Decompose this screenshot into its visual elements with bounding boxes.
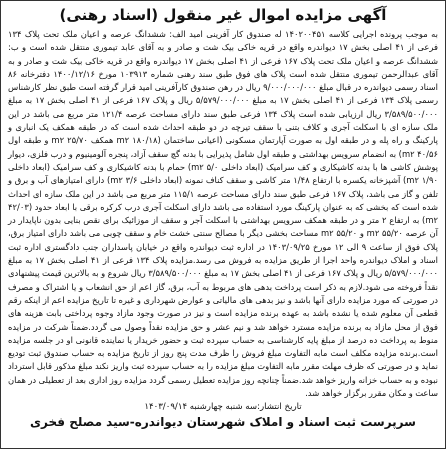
signature-line: سرپرست ثبت اسناد و املاک شهرستان دیواندره-سید مصلح فخری (30, 415, 416, 430)
publication-date: تاریخ انتشار:سه شنبه چهارشنبه ۱۴۰۳/۰۹/۱۴ (144, 402, 302, 413)
notice-body: به موجب پرونده اجرایی کلاسه ۱۴۰۲۰۰۴۵۱ له صندوق کار آفرینی امید الف: ششدانگ عرصه و اعیان ملک تحت پلاک ۱۳۴ فرعی از ۴۱ اصلی بخش ۱۷ دیواندره واقع در قریه خاکی بیک شت و صادر و به آقای عابد تیموری منتقل شده است و ب: ششدانگ عرصه و اعیان ملک تحت پلاک ۱۶۷ فرعی از ۴۱ اصلی بخش ۱۷ دیواندره واقع در قریه خاکی بیک شت و صادر و به آقای عبدالرحمن تیموری منتقل شده است پلاک های فوق طبق سند رهنی شماره ۱۰۳۹۱۳ مورخ ۱۴۰۰/۱۲/۱۶ دفترخانه ۸۶ اسناد رسمی دیواندره در قبال مبلغ ۹/۰۰۰/۰۰۰/۰۰۰ ریال در رهن صندوق کارآفرینی امید قرار گرفته است طبق نظر کارشناس رسمی پلاک ۱۳۴ فرعی از ۴۱ اصلی بخش ۱۷ به مبلغ ۵/۵۷۹/۰۰۰/۰۰۰ ریال و پلاک ۱۶۷ فرعی از ۴۱ اصلی بخش ۱۷ به مبلغ ۳/۵۸۹/۵۰۰/۰۰۰ ریال ارزیابی شده است پلاک ۱۳۴ فرعی طبق سند دارای مساحت عرصه ۱۲۱/۴ متر مربع می باشد در این ملک سازه ای با اسکلت آجری و کلاف بتنی با سقف تیرچه در دو طبقه احداث شده است که در طبقه همکف یک انباری و پارکینگ و راه پله و در طبقه اول به صورت آپارتمان مسکونی (اعیانی ساختمان (۱۸۰/۱۸ m۲ همکف ۲۵/۷۰ m۲ و طبقه اول ۴۰/۵۶ m۲) به انضمام سرویس بهداشتی و طبقه اول شامل پذیرایی با بدنه گچ سقف آزاد، پنجره آلومینیوم و درب فلزی، دیوار پوشش کاشی ها با بدنه کاشیکاری و کف سرامیک (ابعاد داخلی ۵/۰ m۲) حمام با بدنه کاشیکاری و کف سرامیک (ابعاد داخلی ۱/۹۰ m۲) آشپزخانه یکسره با ارتفاع ۱/۴۸ متر کاشی و سقف کناف نمونه (ابعاد داخلی ۳/۶ m۲) دارای امتیازهای آب و برق و تلفن و گاز می باشد، پلاک ۱۶۷ فرعی طبق سند دارای مساحت عرصه ۱۱۵/۱ متر مربع می باشد در این ملک سازه ای احداث شده است که بخشی که به عنوان پارکینگ مورد استفاده می باشد دارای اسکلت آجری درب کرکره برقی با ابعاد حدود (۴۲/۰۳ m۲) به ارتفاع ۲ متر و در طبقه همکف سرویس بهداشتی با اسکلت آجر و سقف از موزائیک برای نقص بنایی بدون ناپایدار در آن عرصه ۵۵/۲۰ m۲ و ۵۵/۲۰ m۲ مساحت بخشی دیگر با مصالح سنتی خشت خام و سقف چوبی می باشد دارای امتیاز برق، پلاک فوق از ساعت ۹ الی ۱۲ مورخ ۱۴۰۳/۰۹/۲۵ در اداره ثبت دیواندره واقع در خیابان پاسداران جنب دادگستری اداره ثبت اسناد و املاک دیواندره واحد اجرا از طریق مزایده به فروش می رسد.مزایده پلاک ۱۳۴ فرعی از ۴۱ اصلی بخش ۱۷ به مبلغ ۵/۵۷۹/۰۰۰/۰۰۰ ریال و پلاک ۱۶۷ فرعی از ۴۱ اصلی بخش ۱۷ به مبلغ ۳/۵۸۹/۵۰۰/۰۰۰ ریال شروع و به بالاترین قیمت پیشنهادی نقداً فروخته می شود.لازم به ذکر است پرداخت بدهی های مربوط به آب، برق، گاز اعم از حق انشعاب و یا اشتراک و مصرف در صورتی که مورد مزایده دارای آنها باشد و نیز بدهی های مالیاتی و عوارض شهرداری و غیره تا تاریخ مزایده اعم از اینکه رقم قطعی آن معلوم شده یا نشده باشد به عهده برنده مزایده است و نیز در صورت وجود مازاد وجوه پرداختی بابت هزینه های فوق از محل مازاد به برنده مزایده مسترد خواهد شد و نیم عشر و حق مزایده نقداً وصول می گردد.ضمناً شرکت در مزایده منوط به پرداخت ده درصد از مبلغ پایه کارشناسی به حساب سپرده ثبت و حضور خریدار یا نماینده قانونی او در جلسه مزایده است.برنده مزایده مکلف است مابه التفاوت مبلغ فروش را ظرف مدت پنج روز از تاریخ مزایده به حساب صندوق ثبت تودیع نماید و در صورتی که ظرف مهلت مقرر مابه التفاوت مبلغ مزایده را به حساب سپرده ثبت واریز نکند مبلغ مذکور قابل استرداد نبوده و به حساب خزانه واریز خواهد شد.ضمناً چنانچه روز مزایده تعطیل رسمی گردد مزایده روز اداری بعد از تعطیلی در همان ساعت و مکان مقرر برگزار خواهد شد. (8, 29, 439, 399)
notice-title: آگهی مزایده اموال غیر منقول (اسناد رهنی) (59, 6, 387, 24)
